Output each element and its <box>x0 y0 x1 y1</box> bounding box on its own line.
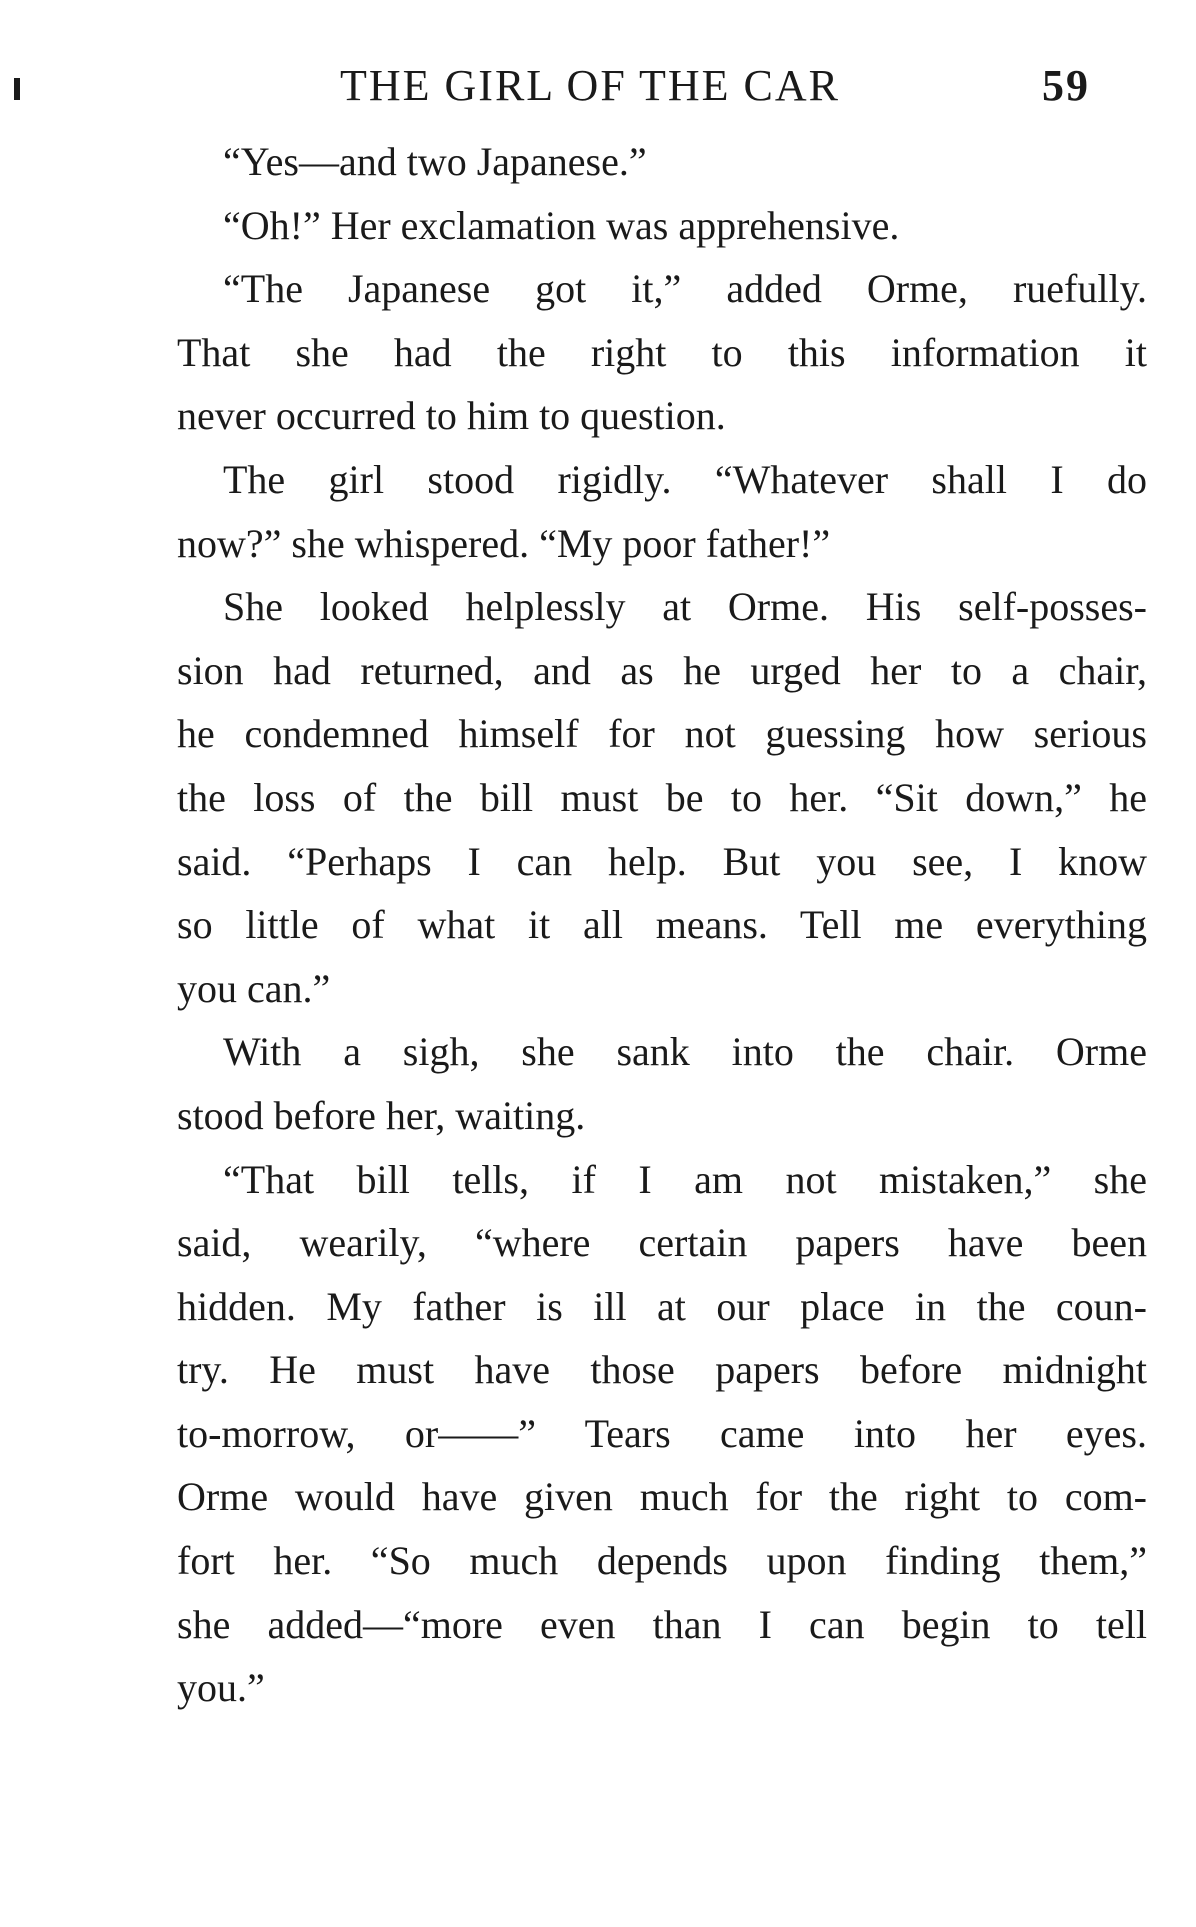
text-line: That she had the right to this information it <box>177 329 1147 375</box>
text-line: “Yes—and two Japanese.” <box>223 139 647 184</box>
text-line: hidden. My father is ill at our place in the coun- <box>177 1283 1147 1329</box>
text-line: try. He must have those papers before midnight <box>177 1347 1147 1393</box>
text-line: you.” <box>177 1665 265 1711</box>
text-line: you can.” <box>177 965 331 1011</box>
text-line: “Oh!” Her exclamation was apprehensive. <box>223 202 900 248</box>
text-line: now?” she whispered. “My poor father!” <box>177 520 831 566</box>
text-line: he condemned himself for not guessing how serious <box>177 711 1147 757</box>
text-line: “That bill tells, if I am not mistaken,” she <box>223 1156 1147 1202</box>
text-line: said. “Perhaps I can help. But you see, I know <box>177 838 1147 884</box>
page-number: 59 <box>1042 61 1090 110</box>
running-header <box>340 58 1090 114</box>
text-line: sion had returned, and as he urged her to a chair, <box>177 647 1147 693</box>
body-text <box>177 130 1147 1720</box>
text-line: she added—“more even than I can begin to tell <box>177 1601 1147 1647</box>
print-mark <box>14 78 20 100</box>
text-line: the loss of the bill must be to her. “Sit down,” he <box>177 774 1147 820</box>
text-line: She looked helplessly at Orme. His self-posses- <box>223 584 1147 630</box>
text-line: Orme would have given much for the right to com- <box>177 1474 1147 1520</box>
text-line: never occurred to him to question. <box>177 393 726 439</box>
text-line: fort her. “So much depends upon finding them,” <box>177 1538 1147 1584</box>
text-line: said, wearily, “where certain papers have been <box>177 1220 1147 1266</box>
text-line: The girl stood rigidly. “Whatever shall I do <box>223 456 1147 502</box>
text-line: With a sigh, she sank into the chair. Orme <box>223 1029 1147 1075</box>
running-title: THE GIRL OF THE CAR <box>340 61 840 110</box>
text-line: “The Japanese got it,” added Orme, ruefully. <box>223 266 1147 312</box>
text-line: so little of what it all means. Tell me everything <box>177 902 1147 948</box>
text-line: stood before her, waiting. <box>177 1092 586 1138</box>
text-line: to-morrow, or——” Tears came into her eyes. <box>177 1410 1147 1456</box>
